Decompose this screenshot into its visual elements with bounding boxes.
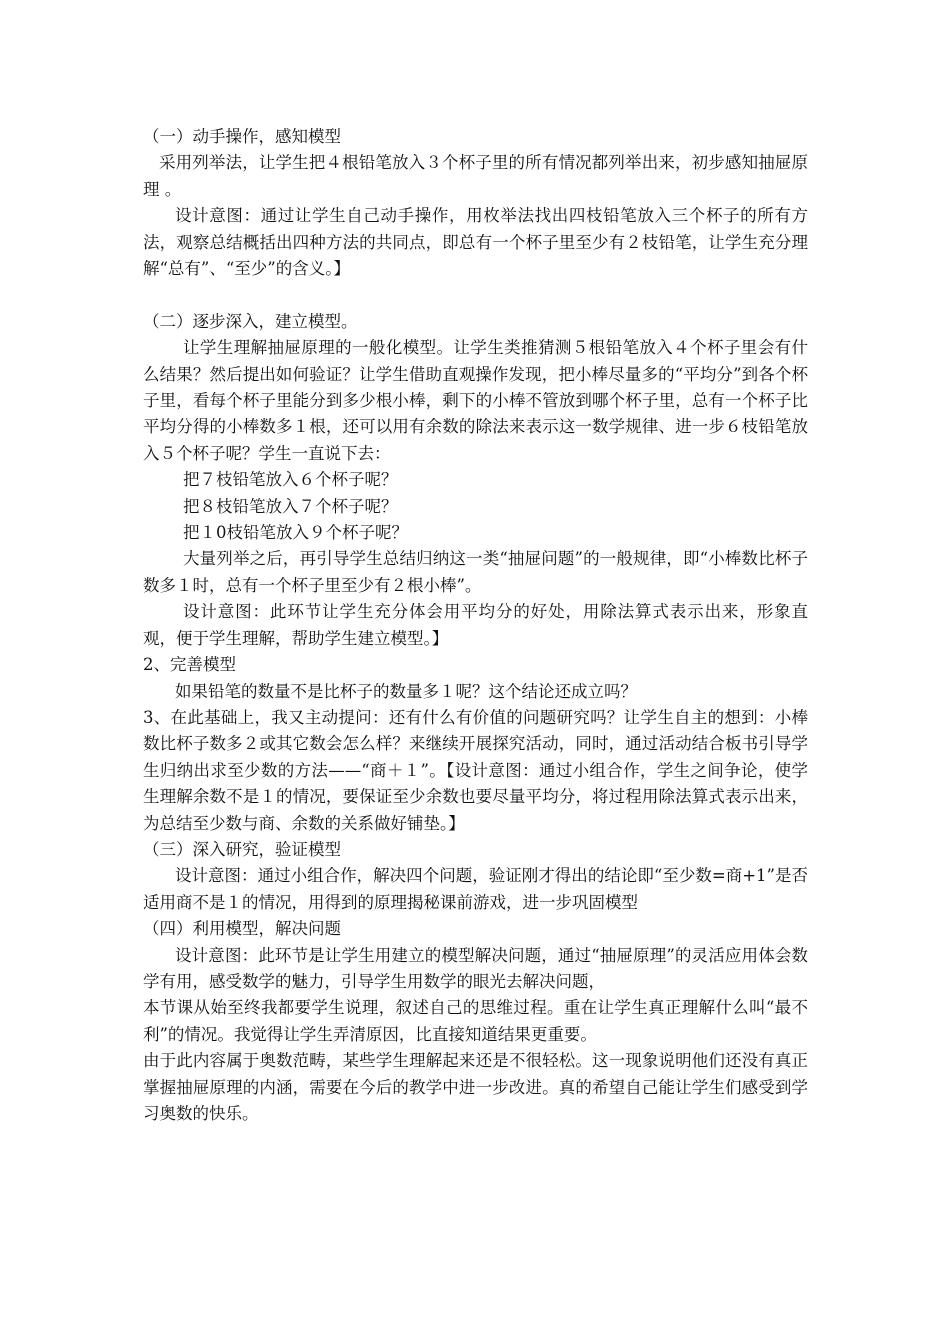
list-item: 把１0枝铅笔放入９个杯子呢？ xyxy=(183,523,408,543)
section-heading-3: 2、完善模型 xyxy=(143,655,236,675)
section-heading-4: （三）深入研究，验证模型 xyxy=(143,839,341,859)
design-intent-paragraph: 设计意图：此环节是让学生用建立的模型解决问题，通过“抽屉原理”的灵活应用体会数学有用，感受数学的魅力，引导学生用数学的眼光去解决问题， xyxy=(143,945,808,991)
design-intent-paragraph: 设计意图：通过小组合作，解决四个问题，验证刚才得出的结论即“至少数=商+1”是否适用商不是１的情况，用得到的原理揭秘课前游戏，进一步巩固模型 xyxy=(143,866,808,912)
paragraph: 如果铅笔的数量不是比杯子的数量多１呢？这个结论还成立吗？ xyxy=(175,681,637,701)
paragraph: 3、在此基础上，我又主动提问：还有什么有价值的问题研究吗？让学生自主的想到：小棒数比杯子数多２或其它数会怎么样？来继续开展探究活动，同时，通过活动结合板书引导学生归纳出求至少数的方法——“商＋１”。【设计意图：通过小组合作，学生之间争论，使学生理解余数不是１的情况，要保证至少余数也要尽量平均分，将过程用除法算式表示出来，为总结至少数与商、余数的关系做好铺垫。】 xyxy=(143,707,808,833)
section-heading-2: （二）逐步深入，建立模型。 xyxy=(143,311,358,331)
paragraph: 大量列举之后，再引导学生总结归纳这一类“抽屉问题”的一般规律，即“小棒数比杯子数多１时，总有一个杯子里至少有２根小棒”。 xyxy=(143,549,808,595)
blank-line xyxy=(143,282,808,308)
list-item: 把７枝铅笔放入６个杯子呢？ xyxy=(183,470,398,490)
paragraph: 由于此内容属于奥数范畴，某些学生理解起来还是不很轻松。这一现象说明他们还没有真正掌握抽屉原理的内涵，需要在今后的教学中进一步改进。真的希望自己能让学生们感受到学习奥数的快乐。 xyxy=(143,1051,808,1124)
paragraph: 采用列举法，让学生把４根铅笔放入３个杯子里的所有情况都列举出来，初步感知抽屉原理 。 xyxy=(143,153,808,199)
design-intent-paragraph: 设计意图：通过让学生自己动手操作，用枚举法找出四枝铅笔放入三个杯子的所有方法，观察总结概括出四种方法的共同点，即总有一个杯子里至少有２枝铅笔，让学生充分理解“总有”、“至少”的含义。】 xyxy=(143,206,808,279)
section-heading-1: （一）动手操作，感知模型 xyxy=(143,127,341,146)
section-heading-5: （四）利用模型，解决问题 xyxy=(143,919,341,939)
paragraph: 让学生理解抽屉原理的一般化模型。让学生类推猜测５根铅笔放入４个杯子里会有什么结果？然后提出如何验证？让学生借助直观操作发现，把小棒尽量多的“平均分”到各个杯子里，看每个杯子里能分到多少根小棒，剩下的小棒不管放到哪个杯子里，总有一个杯子比平均分得的小棒数多１根，还可以用有余数的除法来表示这一数学规律、进一步６枝铅笔放入５个杯子呢？学生一直说下去： xyxy=(143,338,808,463)
list-item: 把８枝铅笔放入７个杯子呢？ xyxy=(183,496,398,516)
paragraph: 本节课从始至终我都要学生说理，叙述自己的思维过程。重在让学生真正理解什么叫“最不利”的情况。我觉得让学生弄清原因，比直接知道结果更重要。 xyxy=(143,998,808,1044)
document-body xyxy=(143,124,808,1127)
design-intent-paragraph: 设计意图：此环节让学生充分体会用平均分的好处，用除法算式表示出来，形象直观，便于学生理解，帮助学生建立模型。】 xyxy=(143,602,808,648)
